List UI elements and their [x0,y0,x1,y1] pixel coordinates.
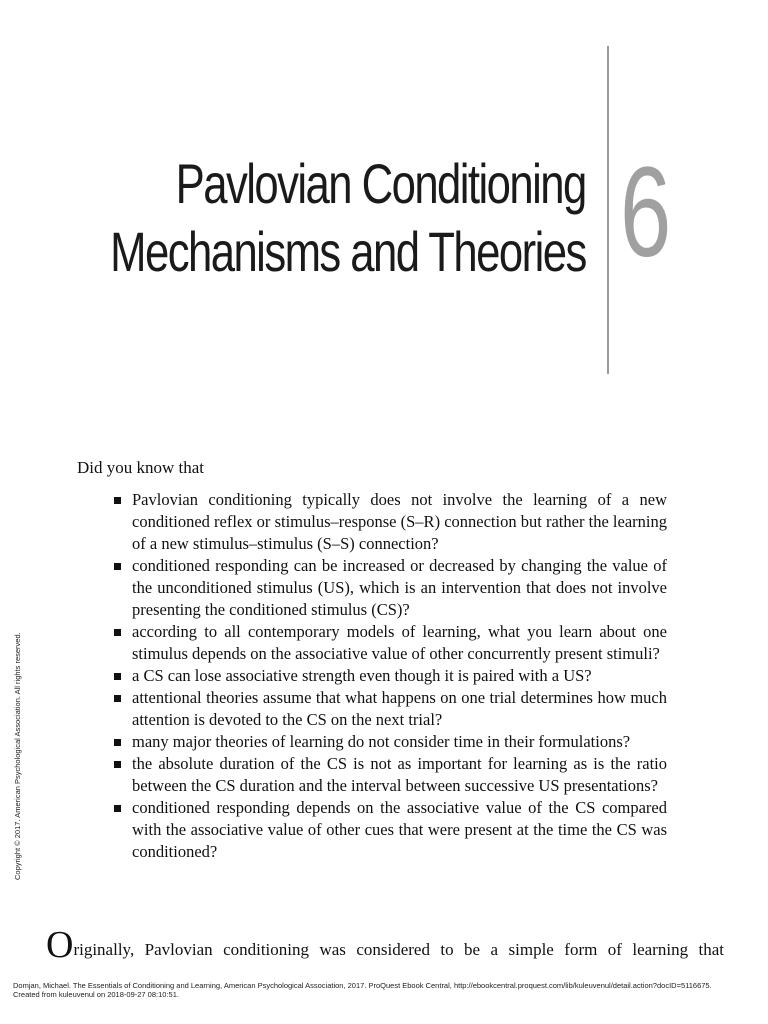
list-item-text: the absolute duration of the CS is not as important for learning as is the ratio between the CS duration and the interval between successive US presentations? [132,754,667,795]
did-you-know-list [114,489,667,863]
footer-citation-line-2: Created from kuleuvenul on 2018-09-27 08:10:51. [13,990,179,999]
chapter-title-line-1: Pavlovian Conditioning [175,152,586,215]
list-item [114,731,667,753]
bullet-square-icon [114,629,121,636]
chapter-number: 6 [620,141,672,284]
list-item-text: attentional theories assume that what happens on one trial determines how much attention is devoted to the CS on the next trial? [132,688,667,729]
list-item-text: Pavlovian conditioning typically does not involve the learning of a new conditioned reflex or stimulus–response (S–R) connection but rather the learning of a new stimulus–stimulus (S–S) connection? [132,490,667,553]
bullet-square-icon [114,695,121,702]
bullet-square-icon [114,739,121,746]
list-item-text: a CS can lose associative strength even though it is paired with a US? [132,666,592,685]
opening-text: riginally, Pavlovian conditioning was considered to be a simple form of learning that [73,940,724,959]
bullet-square-icon [114,673,121,680]
list-item-text: conditioned responding can be increased or decreased by changing the value of the unconditioned stimulus (US), which is an intervention that does not involve presenting the conditioned stimulus (CS)? [132,556,667,619]
intro-text: Did you know that [77,458,205,477]
footer-citation-line-1: Domjan, Michael. The Essentials of Conditioning and Learning, American Psychological Association, 2017. ProQuest Ebook Central, http://ebookcentral.proquest.com/lib/kuleuvenul/detail.action?docID=5116675. [13,981,712,990]
list-item [114,687,667,731]
list-item [114,797,667,863]
side-copyright-notice: Copyright © 2017. American Psychological Association. All rights reserved. [13,632,22,880]
chapter-title-line-2: Mechanisms and Theories [110,220,586,283]
list-item [114,489,667,555]
list-item [114,665,667,687]
list-item [114,555,667,621]
opening-paragraph [46,924,724,967]
footer-citation [13,981,712,999]
list-item-text: many major theories of learning do not consider time in their formulations? [132,732,631,751]
bullet-square-icon [114,497,121,504]
chapter-divider-rule [607,46,609,374]
drop-cap: O [46,924,74,966]
list-item-text: according to all contemporary models of learning, what you learn about one stimulus depends on the associative value of other concurrently present stimuli? [132,622,667,663]
bullet-square-icon [114,563,121,570]
list-item [114,621,667,665]
bullet-square-icon [114,761,121,768]
chapter-title [0,150,586,286]
list-item [114,753,667,797]
bullet-square-icon [114,805,121,812]
list-item-text: conditioned responding depends on the associative value of the CS compared with the associative value of other cues that were present at the time the CS was conditioned? [132,798,667,861]
